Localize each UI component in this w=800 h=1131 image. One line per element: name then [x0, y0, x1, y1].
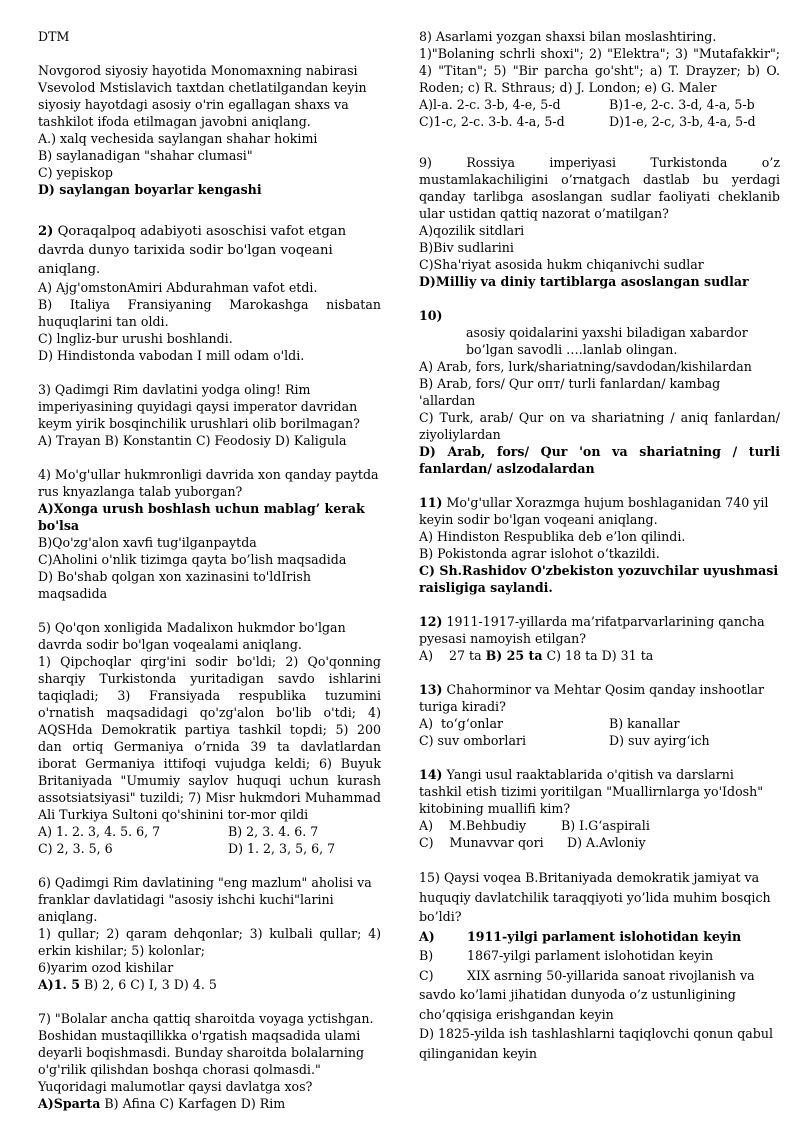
question-number: 14) — [419, 767, 443, 782]
option-d-answer: D)Milliy va diniy tartiblarga asoslangan sudlar — [419, 274, 749, 289]
option-d: D) Hindistonda vabodan I mill odam o'ldi. — [38, 348, 305, 363]
option-c: C)1-c, 2-c. 3-b. 4-a, 5-d — [419, 114, 565, 129]
options-rest: C) 18 ta D) 31 ta — [542, 648, 654, 663]
option-a: A)qozilik sitdlari — [419, 223, 525, 238]
question-13 — [419, 681, 780, 749]
option-b: B) Arab, fors/ Qur опт/ turli fanlardan/ kambag 'allardan — [419, 376, 721, 408]
option-a: A.) xalq vechesida saylangan shahar hokimi — [38, 131, 318, 146]
option-a: A) Arab, fors, lurk/shariatning/savdodan/kishilardan — [419, 359, 752, 374]
option-b: 1867-yilgi parlament islohotidan keyin — [467, 948, 714, 963]
option-c: C) Turk, arab/ Qur on va shariatning / aniq fanlardan/ ziyoliylardan — [419, 410, 780, 442]
right-column — [419, 28, 780, 1080]
question-text: 4) Mo'g'ullar hukmronligi davrida xon qanday paytda rus knyazlanga talab yuborgan? — [38, 467, 379, 499]
question-text: Qoraqalpoq adabiyoti asoschisi vafot etgan davrda dunyo tarixida sodir bo'lgan voqeani aniqlang. — [38, 224, 347, 277]
option-c: C)Aholini o'nlik tizimga qayta bo’lish maqsadida — [38, 552, 347, 567]
question-items: 1) qullar; 2) qaram dehqonlar; 3) kulbali qullar; 4) erkin kishilar; 5) kolonlar; — [38, 926, 381, 958]
option-c: C) yepiskop — [38, 165, 113, 180]
options-rest: B) 2, 6 C) I, 3 D) 4. 5 — [80, 977, 217, 992]
option-b: B) 2, 3. 4. 6. 7 — [228, 824, 319, 839]
option-c: C) lngliz-bur urushi boshlandi. — [38, 331, 233, 346]
option-d: D) 1. 2, 3, 5, 6, 7 — [228, 841, 336, 856]
option-a-answer: 1911-yilgi parlament islohotidan keyin — [467, 928, 742, 944]
question-2 — [38, 222, 381, 364]
option-d-answer: D) saylangan boyarlar kengashi — [38, 182, 262, 197]
option-d-answer: D) Arab, fors/ Qur 'on va shariatning / turli fanlardan/ aslzodalardan — [419, 444, 780, 476]
option-c: C)Sha'riyat asosida hukm chiqanivchi sudlar — [419, 257, 704, 272]
option-c: C) Munavvar qori — [419, 835, 544, 850]
option-a: A) 27 ta — [419, 648, 486, 663]
option-a: A) M.Behbudiy — [419, 818, 527, 833]
question-text: 15) Qaysi voqea B.Britaniyada demokratik jamiyat va huquqiy davlatchilik taraqqiyoti yo’lida muhim bosqich bo’ldi? — [419, 870, 771, 924]
question-10 — [419, 307, 780, 477]
question-text: 9) Rossiya imperiyasi Turkistonda o’z mustamlakachiligini o’rnatgach dastlab bu yerdagi qanday tarlibga asoslangan sudlar faoliyati cheklanib ular ustidan qattiq nazorat o’matilgan? — [419, 155, 780, 221]
question-text-cont: asosiy qoidalarini yaxshi biladigan xabardor bo’lgan savodli ….lanlab olingan. — [466, 325, 748, 357]
options-rest: B) Afina C) Karfagen D) Rim — [100, 1096, 286, 1111]
question-11 — [419, 494, 780, 596]
question-14 — [419, 766, 780, 851]
option-d: D) A.Avloniy — [567, 835, 646, 850]
option-c-label: C) — [419, 967, 434, 983]
question-text: Moꞌgꞌullar Xorazmga hujum boshlaganidan 740 yil keyin sodir boꞌlgan voqeani aniqlang. — [419, 495, 769, 527]
question-text: 5) Qo'qon xonligida Madalixon hukmdor bo'lgan davrda sodir bo'lgan voqealami aniqlang. — [38, 620, 346, 652]
question-number: 12) — [419, 614, 443, 629]
question-text: 1911-1917-yillarda ma’rifatparvarlarining qancha pyesasi namoyish etilgan? — [419, 614, 765, 646]
question-number: 2) — [38, 224, 54, 239]
option-b: B) Italiya Fransiyaning Marokashga nisbatan huquqlarini tan oldi. — [38, 297, 381, 329]
question-15 — [419, 868, 780, 1063]
option-c-answer: C) Sh.Rashidov O'zbekiston yozuvchilar uyushmasi raisligiga saylandi. — [419, 563, 779, 595]
option-b-answer: B) 25 ta — [485, 648, 543, 663]
question-item-6: 6)yarim ozod kishilar — [38, 960, 174, 975]
option-a: A) Ajg'omstonAmiri Abdurahman vafot etdi. — [38, 280, 318, 295]
option-d: D)1-e, 2-c, 3-b, 4-a, 5-d — [609, 114, 756, 129]
option-a: A) Hindiston Respublika deb e’lon qilindi. — [419, 529, 686, 544]
option-b-label: B) — [419, 948, 434, 963]
question-6 — [38, 874, 381, 993]
question-text: 6) Qadimgi Rim davlatining "eng mazlum" aholisi va franklar davlatidagi "asosiy ishchi kuchi"larini aniqlang. — [38, 875, 372, 924]
option-c: XIX asrning 50-yillarida sanoat rivojlanish va savdo ko’lami jihatidan dunyoda o’z ustunligining cho’qqisiga erishgandan keyin — [419, 967, 755, 1022]
option-a-answer: A)Xonga urush boshlash uchun mablag’ kerak bo'lsa — [38, 501, 365, 533]
option-b: B)1-e, 2-c. 3-d, 4-a, 5-b — [609, 97, 755, 112]
options: A) Trayan B) Konstantin C) Feodosiy D) Kaligula — [38, 433, 347, 448]
question-items: 1) Qipchoqlar qirg'ini sodir bo'ldi; 2) Qo'qonning sharqiy Turkistonda yuritadigan savdo ishlarini taqiqladi; 3) Fransiyada respublika tuzumini o'rnatish maqsadidagi qo'zg'alon bo'lib o'tdi; 4) AQSHda Demokratik partiya tashkil topdi; 5) 200 dan ortiq Germaniya o’rnida 39 ta davlatlardan iborat Germaniya ittifoqi vujudga keldi; 6) Buyuk Britaniyada "Umumiy saylov huquqi uchun kurash assotsiatsiyasi" tuzildi; 7) Misr hukmdori Muhammad Ali Turkiya Sultoni qo'shinini tor-mor qildi — [38, 654, 381, 822]
question-4 — [38, 466, 381, 602]
option-a: A)l-a. 2-c. 3-b, 4-e, 5-d — [419, 97, 561, 112]
option-d: D) 1825-yilda ish tashlashlarni taqiqlovchi qonun qabul qilinganidan keyin — [419, 1026, 774, 1061]
question-5 — [38, 619, 381, 857]
question-items: 1)"Bolaning schrli shoxi"; 2) "Elektra"; 3) "Mutafakkir"; 4) "Titan"; 5) "Bir parcha go'sht"; a) T. Drayzer; b) O. Roden; c) R. Sthraus; d) J. London; e) G. Maler — [419, 46, 780, 95]
question-7 — [38, 1010, 381, 1112]
question-12 — [419, 613, 780, 664]
question-text: Novgorod siyosiy hayotida Monomaxning nabirasi Vsevolod Mstislavich taxtdan chetlatilgandan keyin siyosiy hayotdagi asosiy o'rin egallagan shaxs va tashkilot ifoda etilmagan javobni aniqlang. — [38, 63, 367, 129]
option-a-answer: A)1. 5 — [38, 977, 81, 992]
doc-header: DTM — [38, 29, 70, 44]
option-d: D) Bo'shab qolgan xon xazinasini to'ldIrish maqsadida — [38, 569, 311, 601]
option-b: B) saylanadigan "shahar clumasi" — [38, 148, 253, 163]
option-c: C) 2, 3. 5, 6 — [38, 841, 113, 856]
option-b: B) kanallar — [609, 716, 680, 731]
question-number: 10) — [419, 308, 443, 323]
option-b: B) Pokistonda agrar islohot oʻtkazildi. — [419, 546, 660, 561]
question-text: 3) Qadimgi Rim davlatini yodga oling! Rim imperiyasining quyidagi qaysi imperator davridan keym yirik bosqinchilik urushlari olib borilmagan? — [38, 382, 360, 431]
option-c: C) suv omborlari — [419, 733, 527, 748]
question-text: Chahorminor va Mehtar Qosim qanday inshootlar turiga kiradi? — [419, 682, 765, 714]
question-1 — [38, 62, 381, 198]
option-a-label: A) — [419, 928, 435, 944]
option-a: A) 1. 2. 3, 4. 5. 6, 7 — [38, 824, 161, 839]
question-text: 8) Asarlami yozgan shaxsi bilan moslashtiring. — [419, 29, 717, 44]
option-a: A) toʻgʻonlar — [419, 716, 503, 731]
option-b: B) I.Gʻaspirali — [561, 818, 650, 833]
option-a-answer: A)Sparta — [38, 1096, 101, 1111]
option-b: B)Biv sudlarini — [419, 240, 514, 255]
question-8 — [419, 28, 780, 130]
question-text: 7) "Bolalar ancha qattiq sharoitda voyaga yctishgan. Boshidan mustaqillikka o'rgatish maqsadida ulami deyarli boqishmasdi. Bunday sharoitda bolalarning o'g'rilik qilishdan boshqa chorasi qolmasdi." Yuqoridagi malumotlar qaysi davlatga xos? — [38, 1011, 374, 1094]
question-9 — [419, 154, 780, 290]
option-b: B)Qo'zg'alon xavfi tug'ilganpaytda — [38, 535, 257, 550]
left-column — [38, 28, 381, 1129]
question-number: 11) — [419, 495, 443, 510]
option-d: D) suv ayirgʻich — [609, 733, 710, 748]
question-3 — [38, 381, 381, 449]
question-number: 13) — [419, 682, 443, 697]
question-text: Yangi usul raaktablarida o'qitish va darslarni tashkil etish tizimi yoritilgan "Muallirnlarga yo'Idosh" kitobining muallifi kim? — [419, 767, 764, 816]
